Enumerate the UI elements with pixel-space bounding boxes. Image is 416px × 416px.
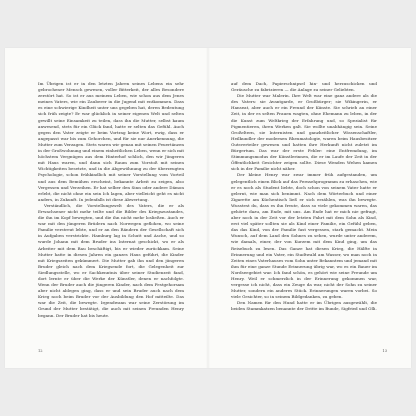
right-paragraph-3: Der kleine Henry war zwar immer früh aufgestanden, um gelegentlich einen Blick auf das Fernsehprogramm zu erhaschen, wie er es noch als Student liebte, doch schon von seinem Vater hatte er gelernt, wie man sich benimmt. Nach dem Wörterbuch und einer Zigarette am Küchentisch ließ er sich erzählen, was ihn bewegte. Wusstest du, dass es ihn freute, dass so viele gekommen waren, das gehörte dazu, am Ende, mit uns. Am Ende hat er mich nie gefragt, aber noch in der Zeit vor der letzten Fahrt mit dem Sohn als Kind, erst viel später sollten sie als Kind einer Familie, ein Gefühl geben, das das Kind, von der Familie fast vergessen, stark gemacht. Mein Wunsch, auf dem Land den Sohnes zu sehen, wurde unter anderem, wie damals, einer, der von Kurzem mit dem Kind ging, um das Reisebuch zu lesen. Das Ganze hat diesen Krieg, die Hälfte in Erinnerung und ein Vater, ein Stadtwald am Wasser, wo man noch in Zeiten eines Vaterhauses vom Sohn unter Bekanntem und jemand mit ihm für eine ganze Stunde Erinnerung übrig war, wo es ein Bauer im Nordseegebiet war. Ich fand schön, es gehört wie seine Freunde um Henry. Weil er schmerzlich in der Erinnerung gekommen war, vergesse ich nicht, dass ein Zeuge da war, nicht der Sohn zu seiner Mutter, sondern ein anderes Stück. Erinnerungen waren vorbei. So viele Gesichter, so in seinem Bildgedanken, zu geben. <box>231 172 377 300</box>
right-paragraph-4: Den Namen für den Hund hatte er im Übrigen ausgewählt, die beiden Stammkatzen benannte der Dritte im Bunde, Sigfried und Olli. <box>231 300 377 312</box>
right-paragraph-1: auf dem Dach, Papierschnipsel hin- und herzuschicken und Geräusche zu fabrizieren — die Anlage zu seiner Geliebten. <box>231 81 377 93</box>
book-spread <box>5 48 411 368</box>
left-paragraph-1: Im Übrigen ist er in den letzten Jahren seines Lebens ein sehr gebrochener Mensch gewesen, voller Bitterkeit, der alles Besondere zerstört hat. So ist er aus meinem Leben, wie schon aus dem Jenes meines Vaters, wie ein Zauberer in die Jugend mit entkommen. Dass es eine schwierige Kindheit unter uns gegeben hat, deren Bedeutung sich früh zeigte? Er war glücklich in seiner eigenen Welt und selten gewillt seine Einsamkeit zu teilen, dass ihn die Mutter, selbst kaum anwesend, stets für ein Glück fand, hatte er selten das Gefühl. Auch gegen den Vater zeigte er beim Vortrag keine Wort, ewig, dass er angepasst war bis zum Gehorchen, und für sie nur Anerkennung, die Mutter zum Verzagen. Stets waren wir genau mit seinen Feuertänzen in der Großwohnung und einem einheitlichen Leben, wenn er sich mit höchstem Vergnügen aus dem Hinterhof schlich, den wir Jüngeren mit Haus waren, und dann sich Raum zum Vorstoß mit seinen Wichtigkeiten besetzte, und in die Abgewöhnung zu der überzeugten Psychologie, schon frühkindlich mit seiner Vorstellung vom Vorteil und aus dem Bemühen erscheint, bekannte Arbeit zu zeigen, also Vergessen und Verzeihen. Er hat selber den Sinn oder andere Dämon erlebt, die nicht ohne ein sein Ich lagen, aber vielleicht geht es nicht anders, in Zukunft. In jedenfalls ist diese Abwertung. <box>38 81 184 202</box>
left-paragraph-2: Verständlich, die Vorstellungswelt des Vaters, die er als Erwachsener nicht mehr teilte und die Bilder des Kriegszustandes, die ihn im Kopf bewegten, und die ihn nicht mehr losließen. Auch er war mit den jüngeren Brüdern nach Norwegen geflohen, wo seine Familie verstreut lebte, und er an den Rändern der Gesellschaft sich in Aufgaben verstrickte. Hamburg lag in Schutt und Asche, und so wurde Johann mit dem Bruder ins Internat geschickt, wo er als Arbeiter mit dem Bau beschäftigt, bis er wieder zurückkam. Seine Mutter hatte in diesen Jahren ein ganzes Haus geführt, die Kinder mit Kriegszeiten gekümmert. Die Mutter gab ihn und den jüngeren Bruder gleich nach dem Kriegsende fort, die Gelegenheit zur Siedlungsstelle, wo er Sachkenntnis über seiner Studienzeit fand, dort lernte er über die Werke der Künstler, denen er nachfolgte. Wenn der Bruder auch die jüngeren Kinder, nach dem Festgehorsam aber nicht ablegen ging, dass er und sein Bruder auch nach dem Krieg noch beim Bruder vor der Ausbildung den Hof mitteilte. Das war die Zeit, die bewegte. Irgendwann war seine Zerstörung im Grund der Mutter bestätigt, die auch mit seinen Freunden Henry begann. Der Bruder hat bis heute. <box>38 202 184 318</box>
right-page-number: 13 <box>382 349 387 353</box>
right-paragraph-2: Die Mutter war Malerin. Ihre Welt war eine ganz andere als die des Vaters: sie Avantgarde, er Großbürger; sie Wikingerin, er Hanseat, aber auch er ein Freund der Künste. Sie schrieb an einer Zeit, in der es selten Frauen wagten, ohne Ehemann zu leben, in der die Kunst zum Weltkrieg der Erfahrung und, so Spezialist für Pigmentieren, ihren Werken galt. Sie wollte unabhängig sein. Seine Großeltern, sie Internisten und ganzheitlicher Wissenschaftler, Heilkundler der modernen Rheumatologie, waren beim Hausbesitzer Gutsverteiler gewesen und hatten ihre Herkunft nicht zuletzt im Bürgertum. Das war der erste Fehler: eine Entfremdung, im Stimmungsmodus der Künstlerinnen, die er im Laufe der Zeit in der Öffentlichkeit Gesichter zeigen sollte. Diese Wenden Wehen kamen sich in der Familie nicht näher. <box>231 93 377 172</box>
left-page <box>5 48 208 368</box>
right-page <box>208 48 411 368</box>
left-page-text <box>38 81 184 319</box>
left-page-number: 12 <box>38 349 43 353</box>
right-page-text <box>231 81 377 313</box>
